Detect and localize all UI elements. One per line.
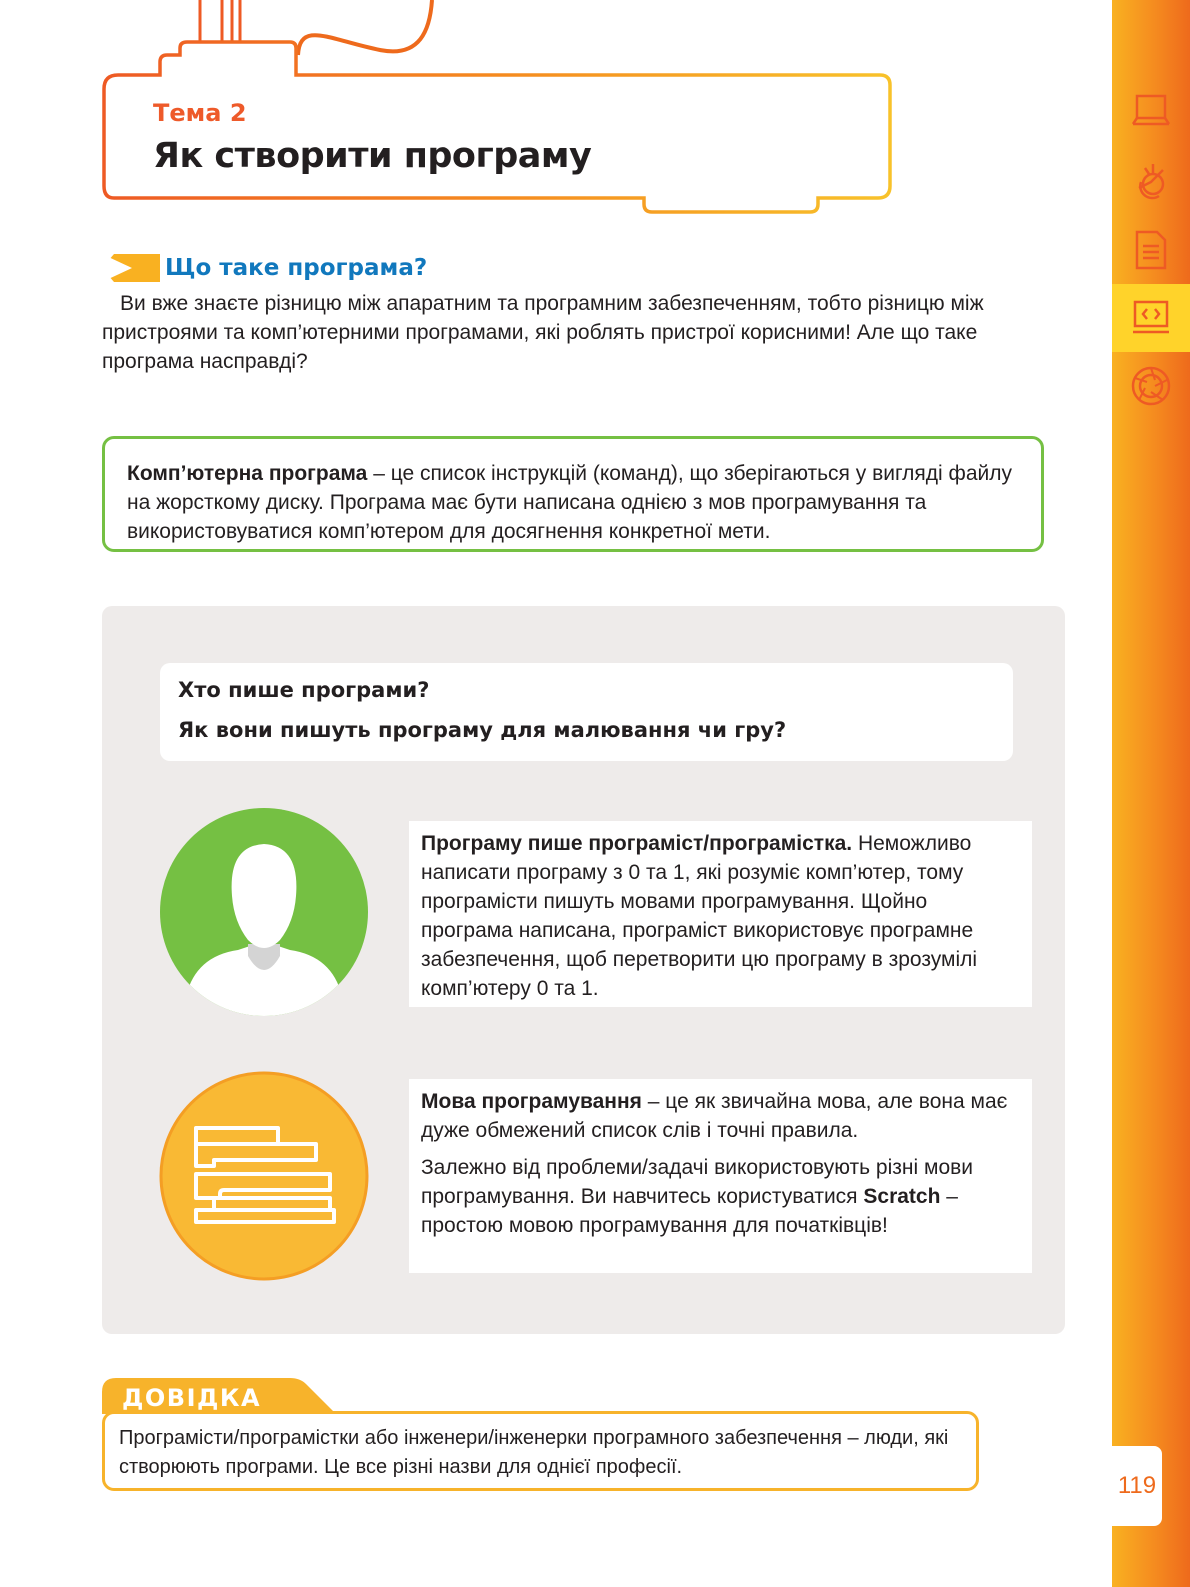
aperture-icon (1129, 364, 1173, 408)
definition-box (102, 436, 1044, 552)
question-1: Хто пише програми? (178, 678, 430, 702)
programmer-bold: Програму пише програміст/програмістка. (421, 832, 853, 855)
section-flag-icon (102, 254, 160, 282)
questions-box (160, 663, 1013, 761)
sidebar-tab-5[interactable] (1112, 352, 1190, 420)
programmer-text: Неможливо написати програму з 0 та 1, які розуміє комп’ютер, тому програмісти пишуть мовами програмування. Щойно програма написана, програміст використовує програмне забезпечення, щоб перетворити цю програму в зрозумілі комп’ютеру 0 та 1. (421, 832, 978, 1000)
language-text: – це як звичайна мова, але вона має дуже обмежений список слів і точні правила. (421, 1090, 1008, 1142)
scratch-term: Scratch (863, 1185, 941, 1208)
topic-label: Тема 2 (153, 99, 247, 127)
note-title: ДОВІДКА (122, 1384, 262, 1412)
language-p2-before: Залежно від проблеми/задачі використовують різні мови програмування. Ви навчитесь користуватися (421, 1156, 974, 1208)
question-2: Як вони пишуть програму для малювання чи гру? (178, 718, 787, 742)
intro-paragraph: Ви вже знаєте різницю між апаратним та програмним забезпеченням, тобто різницю між пристроями та комп’ютерними програмами, які роблять пристрої корисними! Але що таке програма насправді? (102, 292, 984, 373)
document-icon (1129, 228, 1173, 272)
page-title: Як створити програму (153, 136, 592, 176)
programmer-card (409, 821, 1032, 1007)
language-bold: Мова програмування (421, 1090, 642, 1113)
note-text: Програмісти/програмістки або інженери/інженерки програмного забезпечення – люди, які створюють програми. Це все різні назви для однієї професії. (119, 1427, 949, 1478)
title-frame (0, 0, 900, 215)
page-number: 119 (1112, 1446, 1162, 1526)
sidebar-tab-2[interactable] (1112, 148, 1190, 216)
sidebar-tab-3[interactable] (1112, 216, 1190, 284)
code-blocks-icon (158, 1070, 370, 1282)
chapter-sidebar (1112, 0, 1190, 1587)
code-screen-icon (1129, 296, 1173, 340)
satellite-icon (1129, 160, 1173, 204)
language-card (409, 1079, 1032, 1273)
note-box (102, 1411, 979, 1491)
laptop-icon (1129, 90, 1173, 134)
section-title: Що таке програма? (165, 255, 428, 281)
definition-term: Комп’ютерна програма (127, 462, 368, 485)
sidebar-tab-4[interactable] (1112, 284, 1190, 352)
sidebar-tab-1[interactable] (1112, 78, 1190, 146)
language-p2-after: – простою мовою програмування для початківців! (421, 1185, 958, 1237)
person-icon (158, 806, 370, 1018)
definition-text: – це список інструкцій (команд), що зберігаються у вигляді файлу на жорсткому диску. Програма має бути написана однією з мов програмування та використовуватися комп’ютером для досягнення конкретної мети. (127, 462, 1012, 543)
